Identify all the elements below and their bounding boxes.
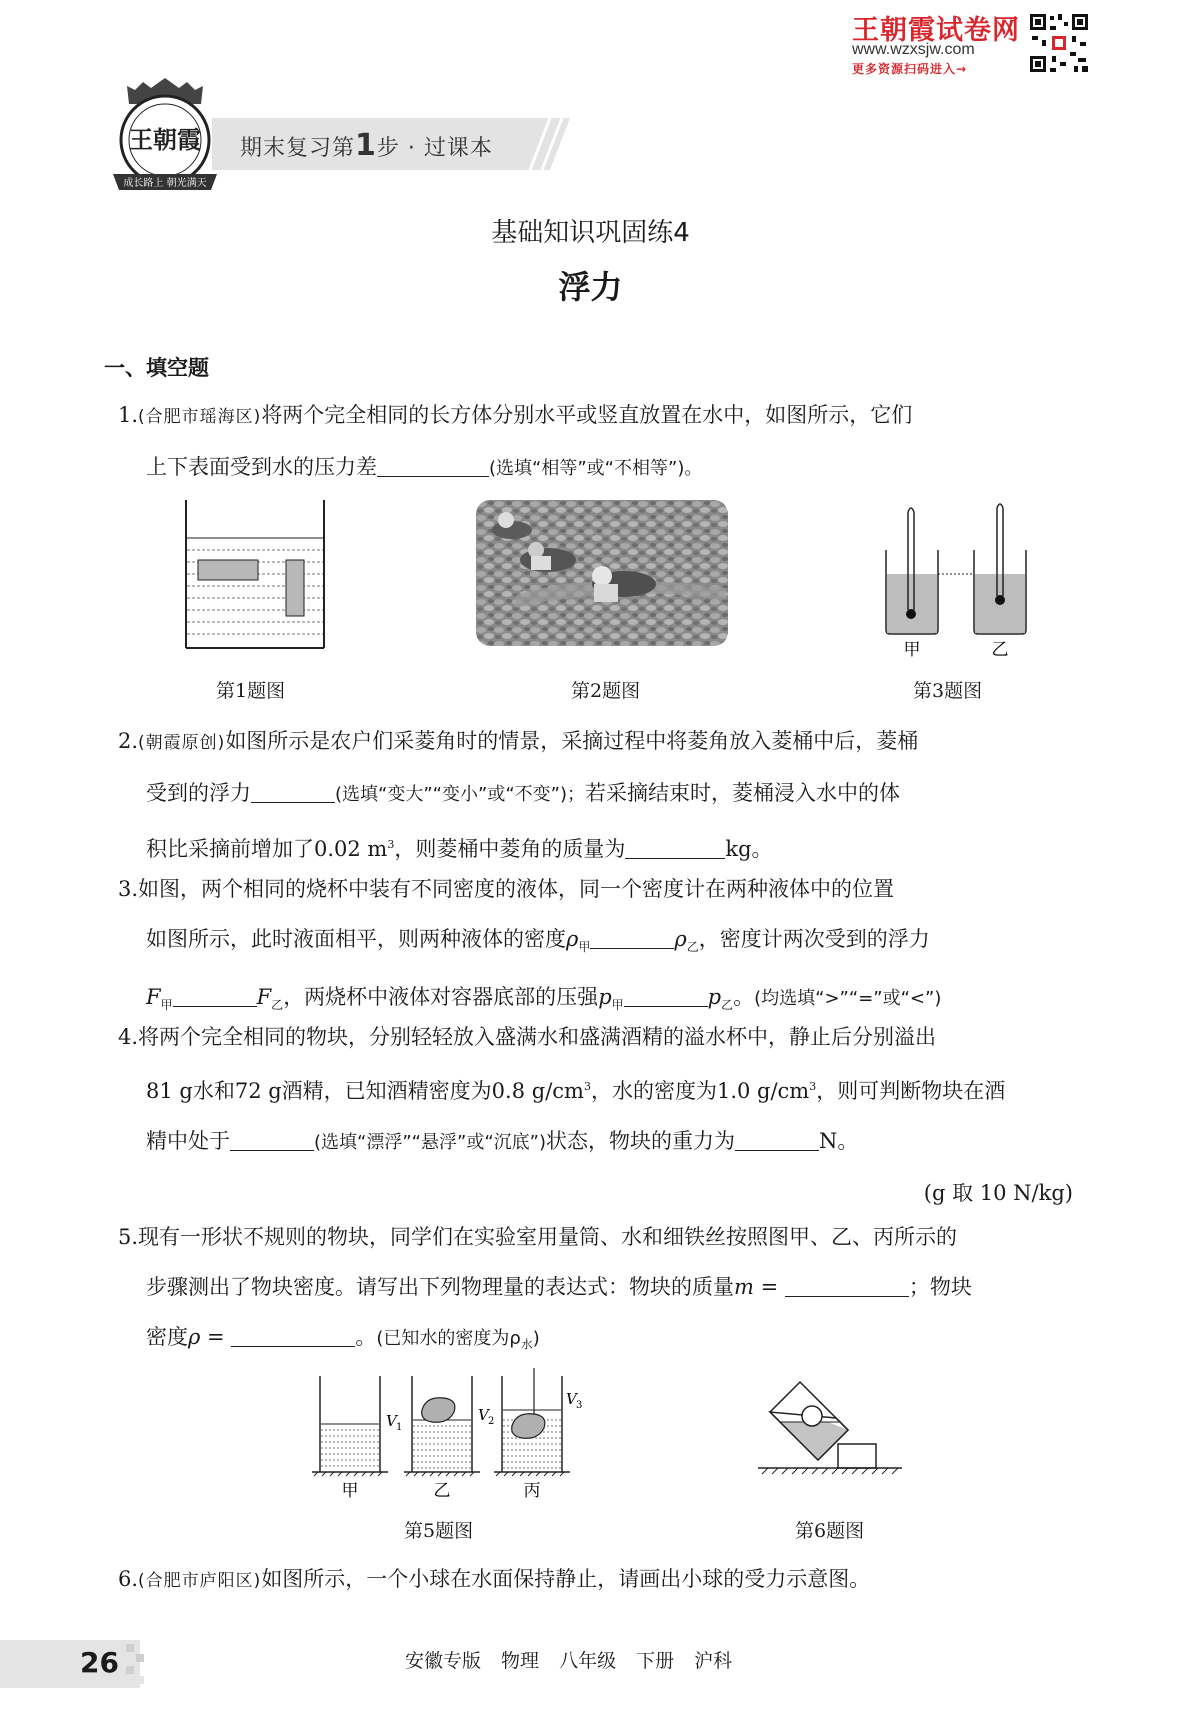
answer-blank[interactable]: [251, 781, 335, 803]
question-3: 3.如图，两个相同的烧杯中装有不同密度的液体，同一个密度计在两种液体中的位置 如图所示，此时液面相平，则两种液体的密度$\rho_甲$ $\rho_乙$，密度计两次受到的浮力 $F_甲$ $F_乙$，两烧杯中液体对容器底部的压强$p_甲$ $p_乙$。(均选填“>”“=”或“<”): [118, 877, 942, 1013]
question-4: 4.将两个完全相同的物块，分别轻轻放入盛满水和盛满酒精的溢水杯中，静止后分别溢出 81 g水和72 g酒精，已知酒精密度为0.8 $g/cm^3$，水的密度为1.0 $g/cm^3$，则可判断物块在酒 精中处于 (选填“漂浮”“悬浮”或“沉底”)状态，物块的重力为 N。 (g 取 10 N/kg): [118, 1012, 1073, 1218]
page-number: 26: [80, 1646, 119, 1679]
figure-6-caption: 第6题图: [795, 1520, 865, 1542]
section-heading: 一、填空题: [104, 356, 209, 380]
answer-blank[interactable]: [625, 837, 725, 859]
svg-text:丙: 丙: [523, 1481, 541, 1501]
svg-text:乙: 乙: [991, 640, 1009, 660]
question-5: 5.现有一形状不规则的物块，同学们在实验室用量筒、水和细铁丝按照图甲、乙、丙所示的 步骤测出了物块密度。请写出下列物理量的表达式：物块的质量m = ；物块 密度ρ = 。(已知水的密度为$\rho_水$): [118, 1225, 972, 1352]
qr-code-icon[interactable]: [1028, 12, 1090, 74]
svg-text:乙: 乙: [433, 1481, 451, 1501]
answer-blank[interactable]: [624, 985, 708, 1007]
page-title: 基础知识巩固练4: [491, 218, 690, 248]
seal-logo: [105, 76, 225, 206]
svg-text:王朝霞: 王朝霞: [129, 125, 201, 154]
svg-text:V: V: [566, 1390, 577, 1408]
figure-5-caption: 第5题图: [404, 1520, 474, 1542]
gravity-note: (g 取 10 N/kg): [923, 1181, 1073, 1205]
answer-blank[interactable]: [231, 1325, 355, 1347]
svg-text:V: V: [386, 1412, 397, 1430]
figure-6-diagram: [756, 1380, 906, 1490]
svg-text:V: V: [478, 1406, 489, 1424]
answer-blank[interactable]: [173, 985, 257, 1007]
page-subtitle: 浮力: [558, 268, 623, 306]
figure-3-diagram: [878, 500, 1038, 660]
svg-text:甲: 甲: [903, 640, 921, 660]
figure-2-caption: 第2题图: [571, 680, 641, 702]
answer-blank[interactable]: [230, 1129, 314, 1151]
answer-blank[interactable]: [785, 1275, 909, 1297]
question-1: 1.(合肥市瑶海区)将两个完全相同的长方体分别水平或竖直放置在水中，如图所示，它们 上下表面受到水的压力差 (选填“相等”或“不相等”)。: [118, 403, 913, 479]
figure-5-diagram: [312, 1368, 592, 1502]
brand-tagline: 更多资源扫码进入→: [852, 62, 968, 76]
figure-1-caption: 第1题图: [216, 680, 286, 702]
svg-text:3: 3: [576, 1400, 583, 1411]
answer-blank[interactable]: [735, 1129, 819, 1151]
answer-blank[interactable]: [377, 455, 489, 477]
footer-bar: [0, 1640, 140, 1688]
figure-1-diagram: [180, 498, 330, 650]
svg-text:2: 2: [488, 1416, 495, 1427]
figure-2-photo: [476, 500, 728, 646]
brand-url[interactable]: www.wzxsjw.com: [852, 41, 975, 58]
banner-title: 期末复习第1步 · 过课本: [240, 128, 493, 163]
footer-info: 安徽专版 物理 八年级 下册 沪科: [405, 1650, 733, 1672]
footer-decoration-icon: [124, 1640, 146, 1688]
svg-text:1: 1: [396, 1422, 403, 1433]
brand-name: 王朝霞试卷网: [852, 15, 1020, 46]
svg-text:成长路上 朝光满天: 成长路上 朝光满天: [123, 178, 207, 189]
figure-3-caption: 第3题图: [913, 680, 983, 702]
question-6: 6.(合肥市庐阳区)如图所示，一个小球在水面保持静止，请画出小球的受力示意图。: [118, 1567, 871, 1591]
question-2: 2.(朝霞原创)如图所示是农户们采菱角时的情景，采摘过程中将菱角放入菱桶中后，菱桶 受到的浮力 (选填“变大”“变小”或“不变”)；若采摘结束时，菱桶浸入水中的体 积比采摘前增加了0.02 $m^3$，则菱桶中菱角的质量为 kg。: [118, 729, 919, 861]
svg-text:甲: 甲: [341, 1481, 359, 1501]
answer-blank[interactable]: [590, 927, 674, 949]
